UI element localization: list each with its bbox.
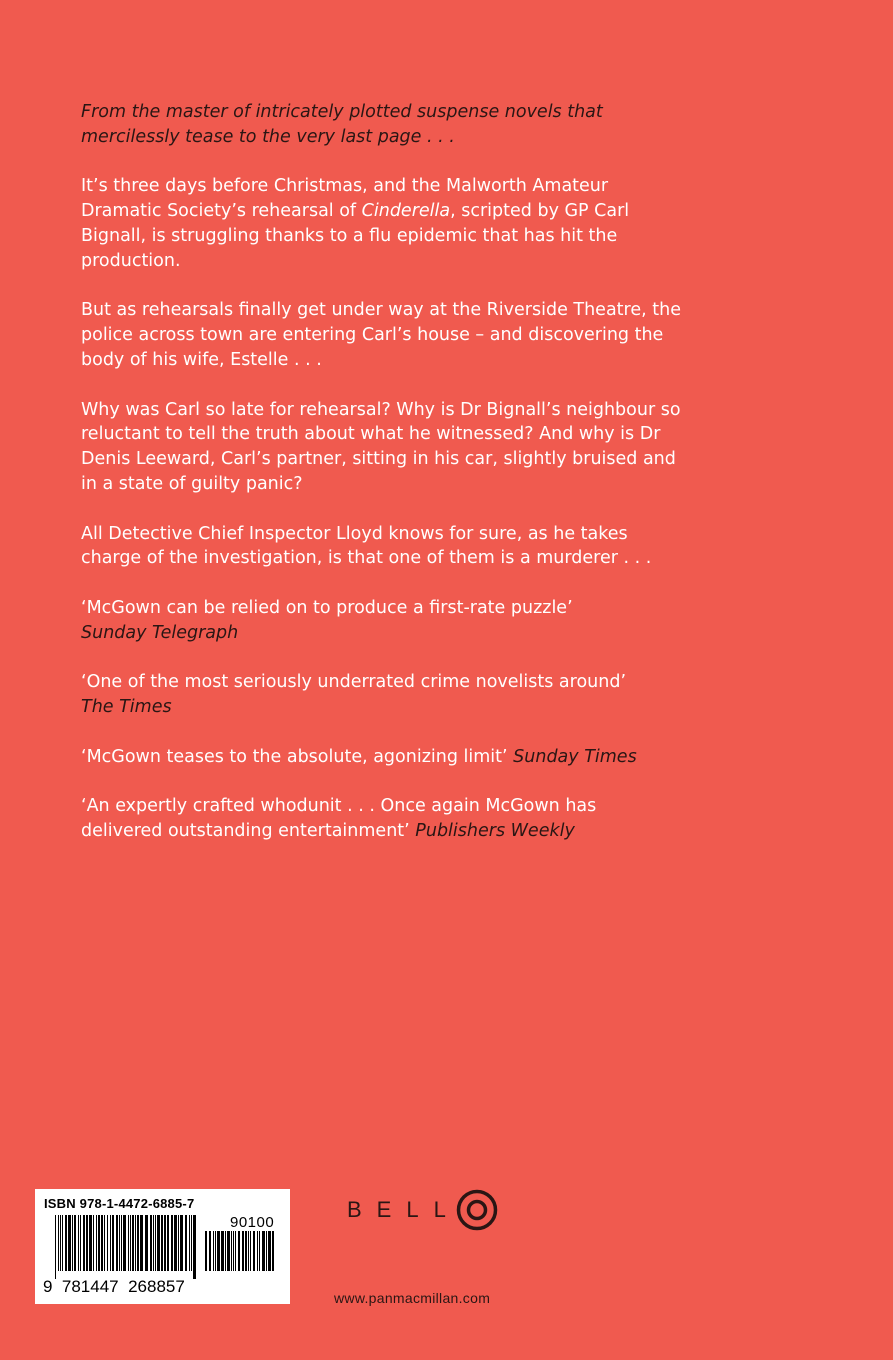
- barcode-bar: [58, 1215, 59, 1271]
- barcode-bar: [86, 1215, 88, 1271]
- barcode-bar: [55, 1215, 56, 1279]
- barcode-bar: [98, 1215, 100, 1271]
- blurb-paragraph-2: But as rehearsals finally get under way at the Riverside Theatre, the police across town are entering Carl’s house – and discovering the body of his wife, Estelle . . .: [81, 300, 681, 370]
- barcode-bar: [137, 1215, 139, 1271]
- blurb-paragraph-1-before: It’s three days before Christmas, and the Malworth Amateur Dramatic Society’s rehearsal of: [81, 176, 609, 222]
- barcode-bar: [119, 1215, 120, 1271]
- barcode-bars: [55, 1215, 197, 1279]
- isbn-barcode: [35, 1189, 290, 1304]
- review-quote: [81, 596, 681, 646]
- barcode-digits: 9 781447 268857: [43, 1277, 185, 1296]
- barcode-bar: [68, 1215, 71, 1271]
- barcode-bar: [116, 1215, 118, 1271]
- blurb-paragraph-3: Why was Carl so late for rehearsal? Why is Dr Bignall’s neighbour so reluctant to tell the truth about what he witnessed? And why is Dr Denis Leeward, Carl’s partner, sitting in his car, slightly bruised and in a state of guilty panic?: [81, 399, 681, 494]
- review-quote-text: ‘McGown can be relied on to produce a first-rate puzzle’: [81, 597, 573, 618]
- review-quote-text: ‘One of the most seriously underrated crime novelists around’: [81, 672, 627, 693]
- barcode-bar: [233, 1231, 234, 1271]
- barcode-bar: [123, 1215, 126, 1271]
- barcode-bar: [257, 1231, 258, 1271]
- barcode-bar: [253, 1231, 255, 1271]
- barcode-bar: [72, 1215, 73, 1271]
- barcode-bar: [266, 1231, 267, 1271]
- review-source: Publishers Weekly: [415, 821, 575, 842]
- barcode-bar: [157, 1215, 160, 1271]
- barcode-bar: [145, 1215, 148, 1271]
- barcode-bar: [268, 1231, 271, 1271]
- barcode-bar: [130, 1215, 131, 1271]
- barcode-bar: [150, 1215, 152, 1271]
- review-source: Sunday Telegraph: [81, 622, 239, 643]
- barcode-bar: [83, 1215, 85, 1271]
- barcode-bar: [135, 1215, 136, 1271]
- barcode-bar: [161, 1215, 163, 1271]
- isbn-label: ISBN 978-1-4472-6885-7: [44, 1196, 195, 1211]
- review-quote-text: ‘McGown teases to the absolute, agonizing limit’: [81, 746, 508, 767]
- barcode-bar: [227, 1231, 230, 1271]
- barcode-bar: [167, 1215, 169, 1271]
- barcode-bar: [78, 1215, 79, 1271]
- barcode-bar: [180, 1215, 183, 1271]
- barcode-bar: [215, 1231, 216, 1271]
- publisher-logo-text: BELL: [347, 1197, 461, 1222]
- blurb-paragraph-1: [81, 174, 681, 273]
- barcode-bar: [242, 1231, 244, 1271]
- barcode-bar: [259, 1231, 260, 1271]
- barcode-bar: [225, 1231, 226, 1271]
- barcode-bar: [155, 1215, 156, 1271]
- barcode-bar: [231, 1231, 232, 1271]
- barcode-bar: [191, 1215, 192, 1271]
- barcode-bar: [221, 1231, 224, 1271]
- barcode-bar: [205, 1231, 207, 1271]
- review-quote: [81, 745, 681, 770]
- barcode-bar: [213, 1231, 214, 1271]
- barcode-bar: [101, 1215, 103, 1271]
- barcode-bar: [248, 1231, 249, 1271]
- barcode-bar: [217, 1231, 220, 1271]
- barcode-bar: [110, 1215, 111, 1271]
- barcode-bar: [185, 1215, 187, 1271]
- barcode-bar: [174, 1215, 177, 1271]
- barcode-bar: [121, 1215, 122, 1271]
- barcode-bar: [128, 1215, 129, 1271]
- blurb-intro-line2: mercilessly tease to the very last page . . .: [81, 126, 455, 147]
- barcode-bar: [235, 1231, 236, 1271]
- barcode-bar: [262, 1231, 265, 1271]
- barcode-bar: [171, 1215, 173, 1271]
- barcode-bar: [193, 1215, 196, 1279]
- bell-ring-icon: [455, 1188, 499, 1232]
- barcode-bar: [189, 1215, 190, 1271]
- barcode-bar: [74, 1215, 76, 1271]
- review-source: The Times: [81, 697, 172, 718]
- barcode-price-code: 90100: [230, 1214, 275, 1231]
- barcode-bar: [62, 1215, 63, 1271]
- barcode-bar: [93, 1215, 94, 1271]
- barcode-bar: [107, 1215, 108, 1271]
- barcode-bar: [80, 1215, 81, 1271]
- barcode-bar: [178, 1215, 179, 1271]
- barcode-bar: [132, 1215, 134, 1271]
- barcode-bar: [153, 1215, 154, 1271]
- barcode-bar: [245, 1231, 247, 1271]
- blurb-paragraph-1-after: , scripted by GP Carl Bignall, is struggling thanks to a flu epidemic that has hit the production.: [81, 201, 630, 271]
- barcode-bar: [209, 1231, 211, 1271]
- barcode-bar: [96, 1215, 97, 1271]
- blurb-play-title: Cinderella: [361, 201, 451, 222]
- blurb-paragraph-4: All Detective Chief Inspector Lloyd knows for sure, as he takes charge of the investigation, is that one of them is a murderer . . .: [81, 523, 652, 569]
- barcode-bar: [272, 1231, 274, 1271]
- barcode-bar: [65, 1215, 67, 1271]
- publisher-logo: [347, 1188, 499, 1232]
- review-quote-text: ‘An expertly crafted whodunit . . . Once again McGown has delivered outstanding entertainment’: [81, 796, 597, 842]
- back-cover-blurb: [81, 100, 681, 869]
- blurb-intro-line1: From the master of intricately plotted suspense novels that: [81, 102, 603, 122]
- barcode-bar: [104, 1215, 105, 1271]
- barcode-bar: [238, 1231, 240, 1271]
- barcode-bar: [164, 1215, 166, 1271]
- barcode-bar: [89, 1215, 92, 1271]
- barcode-addon-bars: [205, 1231, 277, 1279]
- barcode-bar: [112, 1215, 114, 1271]
- review-quote: [81, 670, 681, 720]
- publisher-website: www.panmacmillan.com: [334, 1290, 491, 1306]
- review-source: Sunday Times: [513, 746, 637, 767]
- review-quote: [81, 794, 681, 844]
- barcode-bar: [250, 1231, 251, 1271]
- barcode-bar: [60, 1215, 61, 1271]
- barcode-bar: [140, 1215, 143, 1271]
- blurb-intro: [81, 100, 681, 150]
